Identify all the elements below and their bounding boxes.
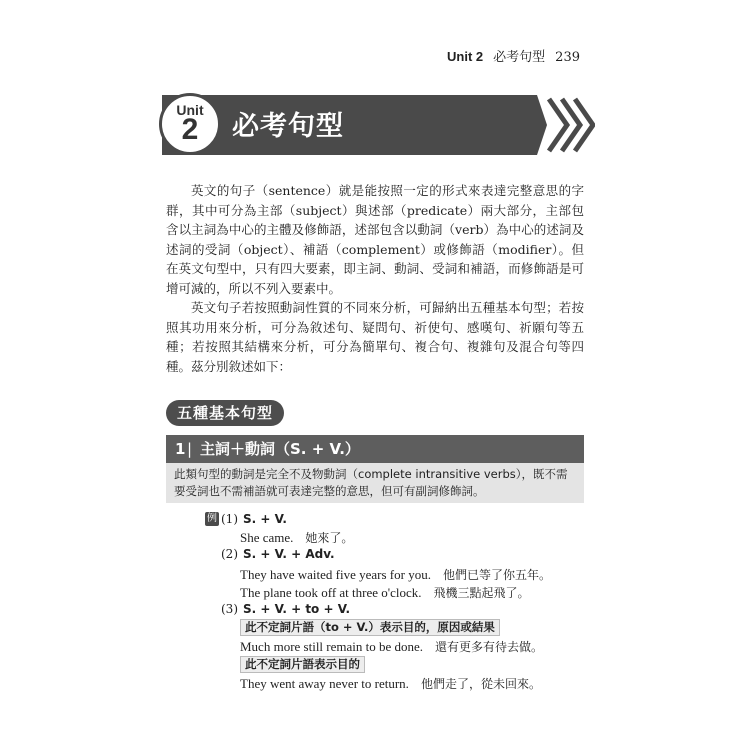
example-english: The plane took off at three o'clock. <box>240 585 422 600</box>
example-sentence <box>240 675 541 692</box>
unit-badge-number: 2 <box>181 113 199 146</box>
example-tag-icon: 例 <box>207 513 217 524</box>
example-chinese: 她來了。 <box>305 531 354 545</box>
unit-badge-label: Unit <box>176 102 204 118</box>
pattern-explanation: 此類句型的動詞是完全不及物動詞（complete intransitive verbs），既不需要受詞也不需補語就可表達完整的意思，但可有副詞修飾詞。 <box>166 463 584 503</box>
running-head <box>447 46 580 65</box>
pattern-number: 1 <box>175 440 186 458</box>
pattern-heading <box>166 435 584 463</box>
running-head-title: 必考句型 <box>493 49 546 64</box>
pattern-separator: | <box>187 440 193 458</box>
example-formula: S. + V. + to + V. <box>243 602 351 616</box>
example-sentence <box>240 638 543 655</box>
page-number: 239 <box>555 50 580 65</box>
example-formula: S. + V. + Adv. <box>243 547 335 561</box>
example-english: They went away never to return. <box>240 676 409 691</box>
example-english: Much more still remain to be done. <box>240 639 424 654</box>
example-chinese: 還有更多有待去做。 <box>435 640 544 654</box>
grammar-note: 此不定詞片語（to + V.）表示目的，原因或結果 <box>240 619 500 636</box>
example-english: She came. <box>240 530 294 545</box>
example-number: (2) <box>221 547 238 561</box>
example-chinese: 他們已等了你五年。 <box>442 568 551 582</box>
unit-title: 必考句型 <box>232 111 344 142</box>
intro-paragraph-1: 英文的句子（sentence）就是能按照一定的形式來表達完整意思的字群，其中可分為主部（subject）與述部（predicate）兩大部分，主部包含以主詞為中心的主體及修飾語，述部包含以動詞（verb）為中心的述詞及述詞的受詞（object）、補語（complement）或修飾語（modifier）。但在英文句型中，只有四大要素，即主詞、動詞、受詞和補語，而修飾語是可增可減的，所以不列入要素中。 <box>166 183 584 296</box>
chevron-arrows-icon <box>545 95 595 155</box>
example-number: (3) <box>221 602 238 616</box>
example-sentence <box>240 566 551 583</box>
example-chinese: 飛機三點起飛了。 <box>433 586 530 600</box>
example-sentence <box>240 529 353 546</box>
pattern-title: 主詞＋動詞（S. + V.） <box>200 440 360 458</box>
example-sentence <box>240 584 530 601</box>
intro-text <box>166 181 584 376</box>
example-number: (1) <box>221 512 238 526</box>
grammar-note: 此不定詞片語表示目的 <box>240 656 365 673</box>
example-chinese: 他們走了，從未回來。 <box>420 677 541 691</box>
example-english: They have waited five years for you. <box>240 567 431 582</box>
intro-paragraph-2: 英文句子若按照動詞性質的不同來分析，可歸納出五種基本句型；若按照其功用來分析，可分為敘述句、疑問句、祈使句、感嘆句、祈願句等五種；若按照其結構來分析，可分為簡單句、複合句、複雜句及混合句等四種。茲分別敘述如下： <box>166 300 584 374</box>
example-formula: S. + V. <box>243 512 287 526</box>
section-heading: 五種基本句型 <box>166 400 284 426</box>
unit-badge <box>159 93 221 155</box>
running-head-unit: Unit 2 <box>447 49 484 64</box>
